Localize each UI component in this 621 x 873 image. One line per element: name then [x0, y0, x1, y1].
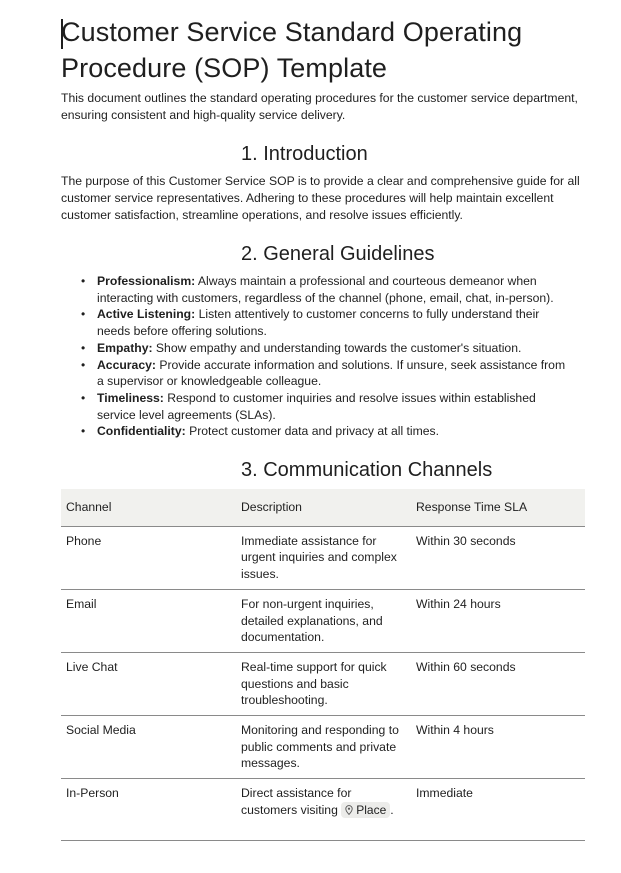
cell-description[interactable]: Real-time support for quick questions and basic troubleshooting.	[236, 652, 411, 715]
guideline-text: Listen attentively to customer concerns to fully understand their needs before offering solutions.	[97, 307, 540, 339]
cell-sla[interactable]: Within 30 seconds	[411, 526, 585, 589]
bullet-icon: •	[81, 307, 86, 322]
table-row	[61, 779, 585, 841]
cell-channel[interactable]: Live Chat	[61, 652, 236, 715]
guideline-text: Protect customer data and privacy at all times.	[185, 424, 440, 439]
document-body[interactable]	[61, 14, 585, 841]
cell-description-text: Direct assistance for customers visiting	[241, 786, 352, 817]
guideline-text: Respond to customer inquiries and resolve issues within established service level agreements (SLAs).	[97, 390, 536, 422]
list-item[interactable]	[81, 423, 585, 440]
intro-paragraph[interactable]: This document outlines the standard operating procedures for the customer service department, ensuring consistent and high-quality service delivery.	[61, 91, 578, 122]
heading-introduction[interactable]: 1. Introduction	[241, 143, 368, 165]
table-row	[61, 589, 585, 652]
list-item[interactable]	[81, 273, 585, 306]
guideline-term: Confidentiality:	[97, 424, 186, 439]
cell-description[interactable]: Immediate assistance for urgent inquiries and complex issues.	[236, 526, 411, 589]
cell-description[interactable]: For non-urgent inquiries, detailed explanations, and documentation.	[236, 589, 411, 652]
bullet-icon: •	[81, 390, 86, 405]
cell-channel[interactable]: In-Person	[61, 779, 236, 841]
guideline-term: Accuracy:	[97, 357, 156, 372]
document-title[interactable]: Customer Service Standard Operating Procedure (SOP) Template	[61, 17, 523, 83]
guideline-text: Provide accurate information and solutions. If unsure, seek assistance from a supervisor or knowledgeable colleague.	[97, 357, 566, 389]
bullet-icon: •	[81, 340, 86, 355]
guideline-text: Always maintain a professional and courteous demeanor when interacting with customers, regardless of the channel (phone, email, chat, in-person).	[97, 274, 554, 305]
table-row	[61, 716, 585, 779]
column-header-channel[interactable]: Channel	[61, 489, 236, 526]
cell-channel[interactable]: Phone	[61, 526, 236, 589]
cell-description[interactable]	[236, 779, 411, 841]
cell-description[interactable]: Monitoring and responding to public comments and private messages.	[236, 716, 411, 779]
guideline-term: Empathy:	[97, 340, 153, 355]
cell-sla[interactable]: Within 4 hours	[411, 716, 585, 779]
introduction-paragraph[interactable]: The purpose of this Customer Service SOP is to provide a clear and comprehensive guide for all customer service representatives. Adhering to these procedures will help maintain excellent customer satisfaction, streamline operations, and resolve issues efficiently.	[61, 174, 580, 222]
column-header-description[interactable]: Description	[236, 489, 411, 526]
table-row	[61, 652, 585, 715]
list-item[interactable]	[81, 390, 585, 423]
channels-table	[61, 489, 585, 841]
map-pin-icon	[345, 805, 353, 815]
bullet-icon: •	[81, 424, 86, 439]
heading-general-guidelines[interactable]: 2. General Guidelines	[241, 243, 435, 265]
guideline-text: Show empathy and understanding towards the customer's situation.	[152, 340, 522, 355]
guideline-term: Active Listening:	[97, 307, 196, 322]
guidelines-list	[61, 273, 585, 440]
guideline-term: Professionalism:	[97, 274, 196, 288]
list-item[interactable]	[81, 340, 585, 357]
cell-sla[interactable]: Immediate	[411, 779, 585, 841]
place-chip-label: Place	[356, 802, 387, 817]
cell-channel[interactable]: Social Media	[61, 716, 236, 779]
guideline-term: Timeliness:	[97, 390, 164, 405]
bullet-icon: •	[81, 357, 86, 372]
cell-channel[interactable]: Email	[61, 589, 236, 652]
list-item[interactable]	[81, 306, 585, 339]
cell-description-end: .	[390, 802, 394, 817]
table-row	[61, 526, 585, 589]
cell-sla[interactable]: Within 60 seconds	[411, 652, 585, 715]
bullet-icon: •	[81, 274, 86, 288]
cell-sla[interactable]: Within 24 hours	[411, 589, 585, 652]
table-header-row	[61, 489, 585, 526]
place-chip[interactable]	[341, 802, 390, 818]
list-item[interactable]	[81, 357, 585, 390]
heading-communication-channels[interactable]: 3. Communication Channels	[241, 459, 493, 482]
column-header-response-time[interactable]: Response Time SLA	[411, 489, 585, 526]
